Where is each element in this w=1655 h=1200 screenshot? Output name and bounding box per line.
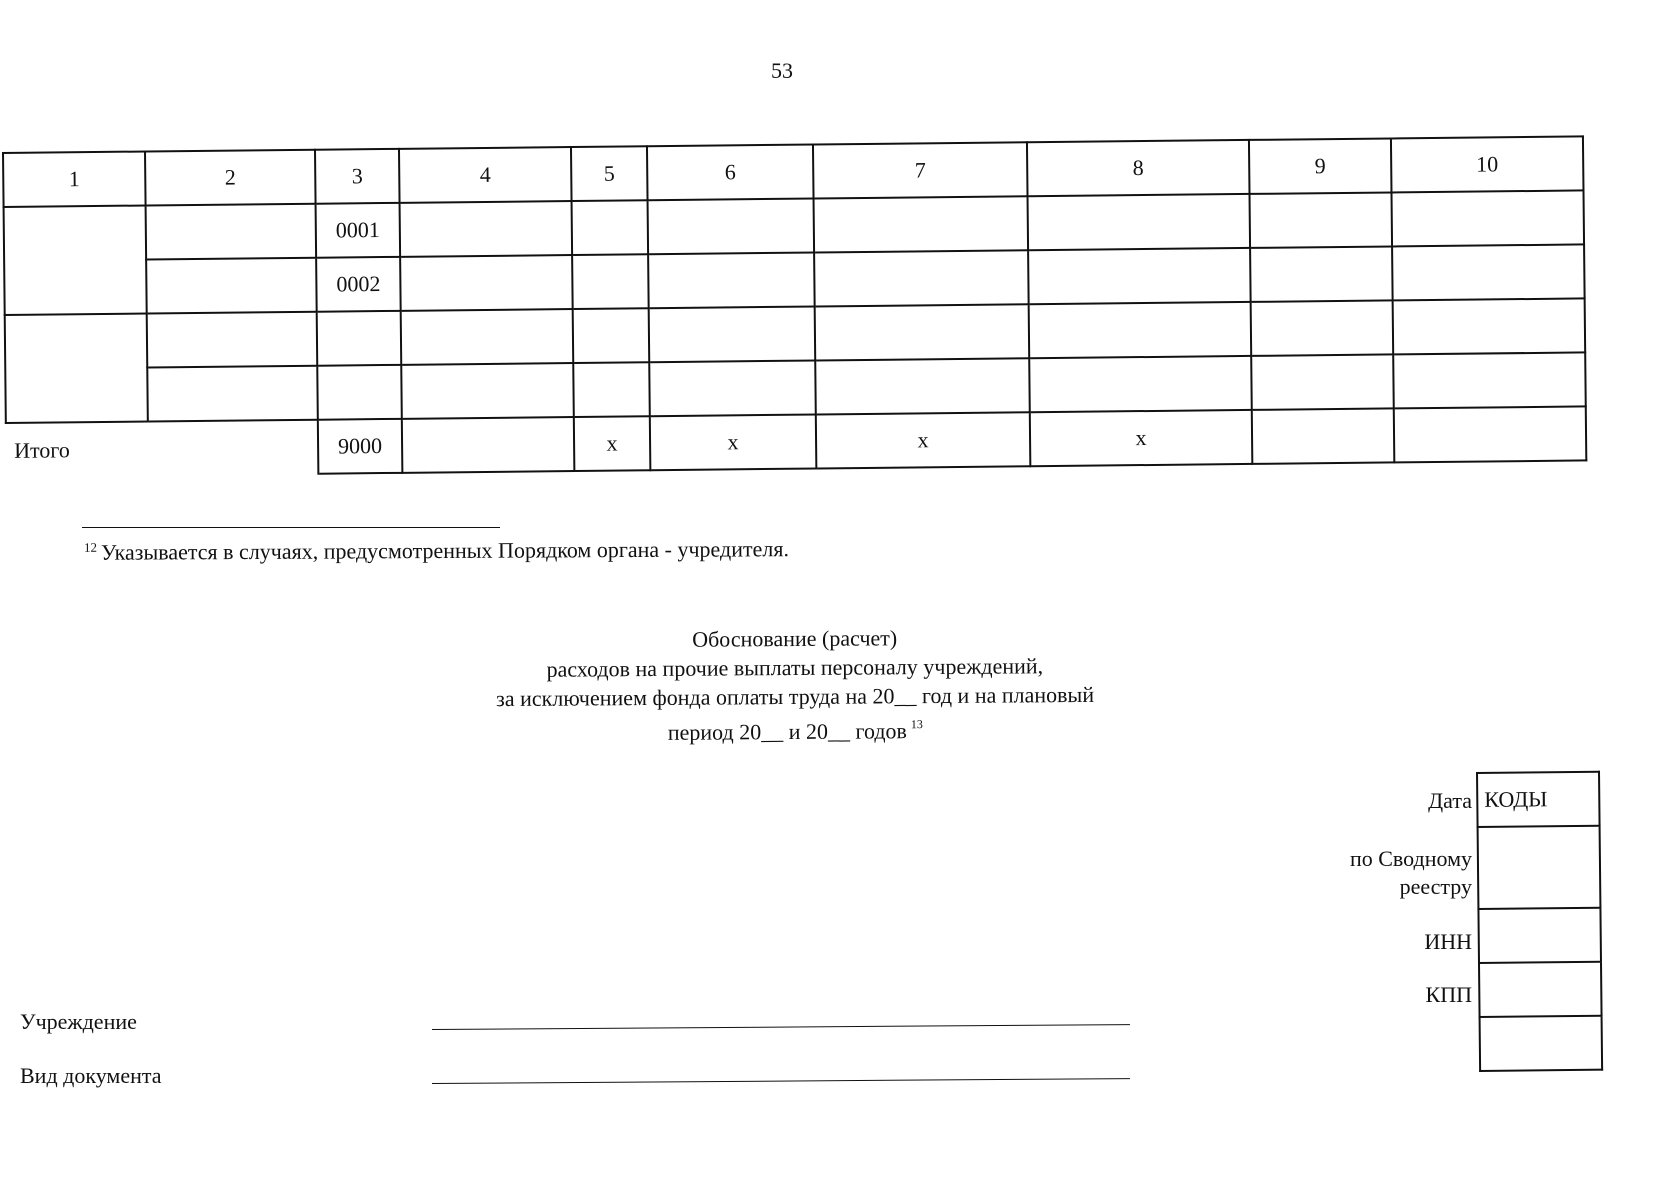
table-cell xyxy=(572,200,649,255)
table-cell xyxy=(1393,298,1586,354)
table-cell xyxy=(4,205,147,314)
table-cell xyxy=(146,204,317,260)
calculation-table xyxy=(2,135,1587,478)
document-title xyxy=(400,621,1191,749)
codes-cell-registry xyxy=(1478,826,1601,909)
table-cell xyxy=(1250,246,1393,301)
table-cell xyxy=(1028,248,1251,304)
footnote-text: Указывается в случаях, предусмотренных Порядком органа - учредителя. xyxy=(100,536,789,565)
title-footnote-marker: 13 xyxy=(910,717,923,732)
footnote xyxy=(84,536,789,566)
total-cell: x xyxy=(816,412,1031,468)
document-type-label: Вид документа xyxy=(20,1063,162,1088)
kpp-label: КПП xyxy=(1425,982,1472,1007)
table-cell xyxy=(147,366,318,422)
title-line: Обоснование (расчет) xyxy=(692,625,898,652)
title-line xyxy=(400,708,1190,749)
total-cell xyxy=(1252,408,1395,463)
row-code: 0001 xyxy=(316,203,401,258)
total-label: Итого xyxy=(6,420,319,477)
total-cell: x xyxy=(1030,410,1253,466)
institution-line xyxy=(432,1024,1130,1030)
col-header: 9 xyxy=(1249,138,1392,193)
table-cell xyxy=(648,253,815,309)
table-cell xyxy=(1251,300,1394,355)
codes-cell-kpp xyxy=(1479,962,1602,1017)
codes-table xyxy=(1476,771,1603,1072)
footnote-marker: 12 xyxy=(83,539,98,555)
table-cell xyxy=(1392,244,1585,300)
page-number: 53 xyxy=(771,58,793,83)
col-header: 6 xyxy=(647,145,814,201)
row-code xyxy=(317,311,402,366)
col-header: 10 xyxy=(1391,136,1584,192)
total-cell xyxy=(1394,406,1587,462)
table-cell xyxy=(572,254,649,309)
table-cell xyxy=(146,258,317,314)
table-cell xyxy=(814,196,1029,252)
table-cell xyxy=(815,304,1030,360)
table-cell xyxy=(1391,190,1584,246)
footnote-divider xyxy=(82,527,500,528)
table-cell xyxy=(5,313,148,422)
codes-cell-inn xyxy=(1478,908,1601,963)
total-cell xyxy=(402,417,575,473)
title-line-text: период 20__ и 20__ годов xyxy=(667,718,907,745)
total-cell: x xyxy=(574,416,651,471)
col-header: 4 xyxy=(399,147,572,203)
table-cell xyxy=(400,201,573,257)
title-line: расходов на прочие выплаты персоналу учреждений, xyxy=(546,653,1044,682)
col-header: 3 xyxy=(315,149,400,204)
col-header: 2 xyxy=(145,150,316,206)
date-label: Дата xyxy=(1428,788,1472,813)
codes-header: КОДЫ xyxy=(1477,772,1600,827)
table-cell xyxy=(1028,194,1251,250)
col-header: 8 xyxy=(1027,140,1250,196)
document-type-line xyxy=(432,1078,1130,1084)
institution-label: Учреждение xyxy=(20,1009,137,1034)
title-line: за исключением фонда оплаты труда на 20__ год и на плановый xyxy=(496,681,1095,712)
table-cell xyxy=(400,255,573,311)
table-cell xyxy=(1029,302,1252,358)
table-cell xyxy=(815,358,1030,414)
table-cell xyxy=(649,360,816,416)
table-cell xyxy=(1393,352,1586,408)
col-header: 7 xyxy=(813,142,1028,198)
table-cell xyxy=(1250,192,1393,247)
table-cell xyxy=(814,250,1029,306)
col-header: 1 xyxy=(3,152,146,207)
table-cell xyxy=(648,199,815,255)
table-cell xyxy=(147,312,318,368)
registry-label-line2: реестру xyxy=(1399,874,1472,899)
table-cell xyxy=(401,309,574,365)
inn-label: ИНН xyxy=(1424,929,1472,954)
codes-cell-extra xyxy=(1480,1016,1603,1071)
table-cell xyxy=(1029,356,1252,412)
row-code xyxy=(317,365,402,420)
table-cell xyxy=(649,306,816,362)
table-cell xyxy=(573,362,650,417)
table-cell xyxy=(573,308,650,363)
table-cell xyxy=(1251,354,1394,409)
registry-label-line1: по Сводному xyxy=(1349,846,1472,871)
row-code: 0002 xyxy=(316,257,401,312)
total-cell: x xyxy=(650,414,817,470)
total-code: 9000 xyxy=(318,419,403,474)
table-cell xyxy=(401,363,574,419)
col-header: 5 xyxy=(571,146,648,201)
